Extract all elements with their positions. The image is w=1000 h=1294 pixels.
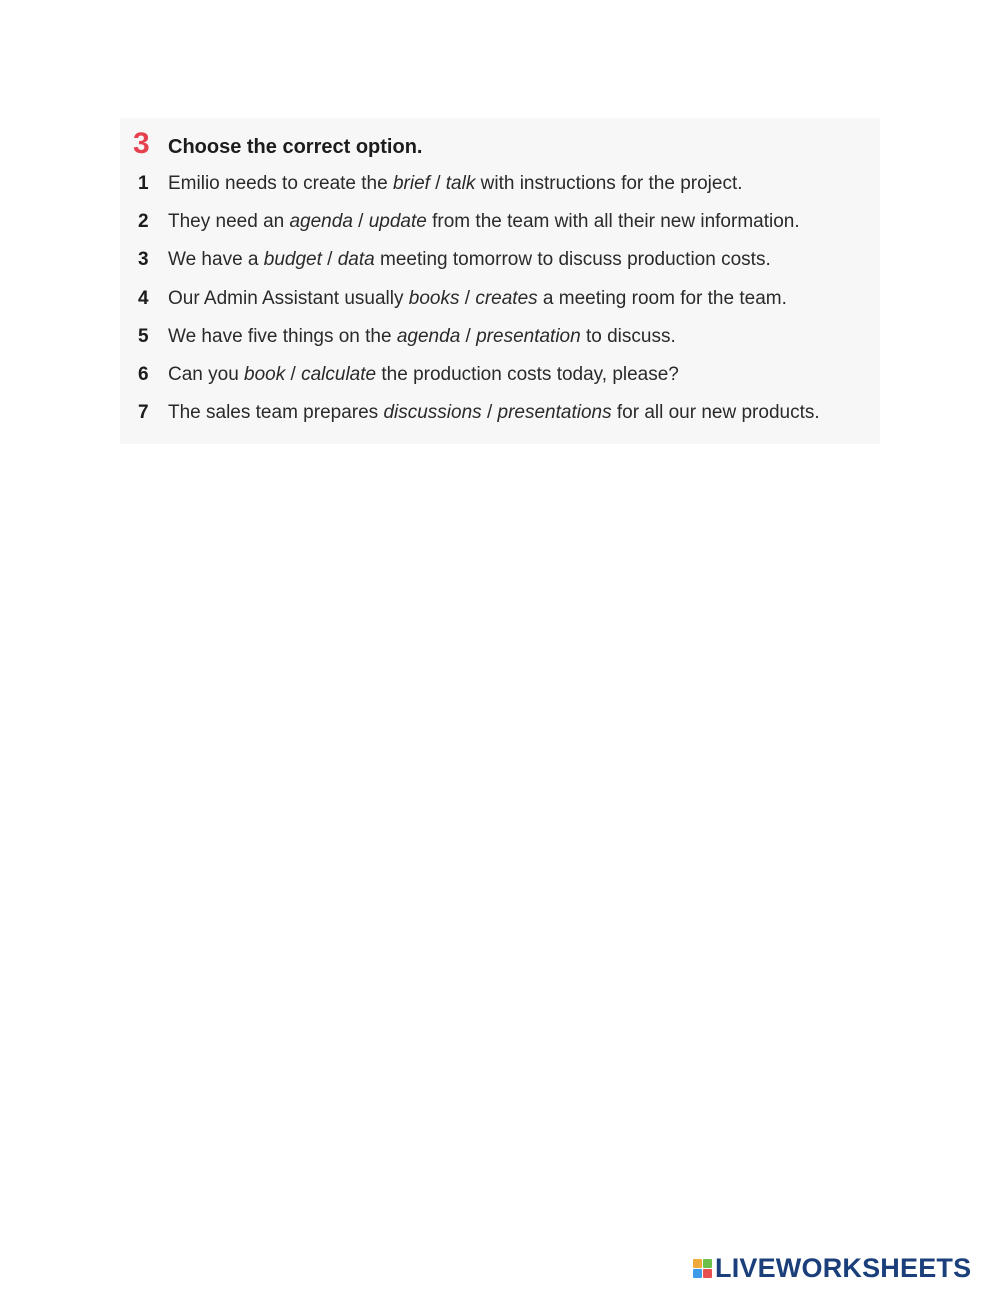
option-b[interactable]: calculate [301, 364, 377, 386]
logo-grid-icon [693, 1259, 712, 1278]
item-sentence: Emilio needs to create the brief / talk with instructions for the project. [168, 173, 743, 195]
option-b[interactable]: talk [445, 173, 476, 195]
option-a[interactable]: book [244, 364, 286, 386]
item-sentence: They need an agenda / update from the team with all their new information. [168, 211, 800, 233]
option-a[interactable]: agenda [289, 211, 353, 233]
exercise-header [133, 126, 422, 165]
exercise-number: 3 [133, 127, 150, 160]
logo-square-1 [693, 1259, 702, 1268]
item-number: 1 [138, 173, 149, 195]
option-b[interactable]: data [337, 249, 375, 271]
item-sentence: Our Admin Assistant usually books / creates a meeting room for the team. [168, 287, 787, 309]
option-a[interactable]: budget [263, 249, 322, 271]
list-item [138, 394, 820, 432]
item-sentence: The sales team prepares discussions / presentations for all our new products. [168, 402, 820, 424]
item-sentence: We have five things on the agenda / presentation to discuss. [168, 325, 676, 347]
item-number: 4 [138, 287, 149, 309]
liveworksheets-logo [693, 1253, 971, 1283]
option-a[interactable]: brief [392, 173, 430, 195]
list-item [138, 318, 820, 356]
option-a[interactable]: agenda [396, 325, 461, 347]
list-item [138, 356, 820, 394]
logo-square-4 [703, 1269, 712, 1278]
option-a[interactable]: discussions [383, 402, 482, 424]
item-number: 7 [138, 402, 149, 424]
list-item [138, 241, 820, 279]
option-b[interactable]: presentations [497, 402, 612, 424]
option-b[interactable]: presentation [476, 325, 581, 347]
exercise-items [138, 165, 820, 432]
exercise-title: Choose the correct option. [168, 136, 423, 158]
item-sentence: Can you book / calculate the production costs today, please? [168, 364, 679, 386]
list-item [138, 165, 820, 203]
option-b[interactable]: update [368, 211, 427, 233]
logo-square-2 [703, 1259, 712, 1268]
list-item [138, 280, 820, 318]
item-number: 6 [138, 364, 149, 386]
logo-text: LIVEWORKSHEETS [715, 1253, 972, 1283]
logo-square-3 [693, 1269, 702, 1278]
item-number: 2 [138, 211, 149, 233]
item-number: 5 [138, 325, 149, 347]
item-sentence: We have a budget / data meeting tomorrow to discuss production costs. [168, 249, 771, 271]
item-number: 3 [138, 249, 149, 271]
list-item [138, 203, 820, 241]
option-a[interactable]: books [408, 287, 460, 309]
option-b[interactable]: creates [475, 287, 538, 309]
